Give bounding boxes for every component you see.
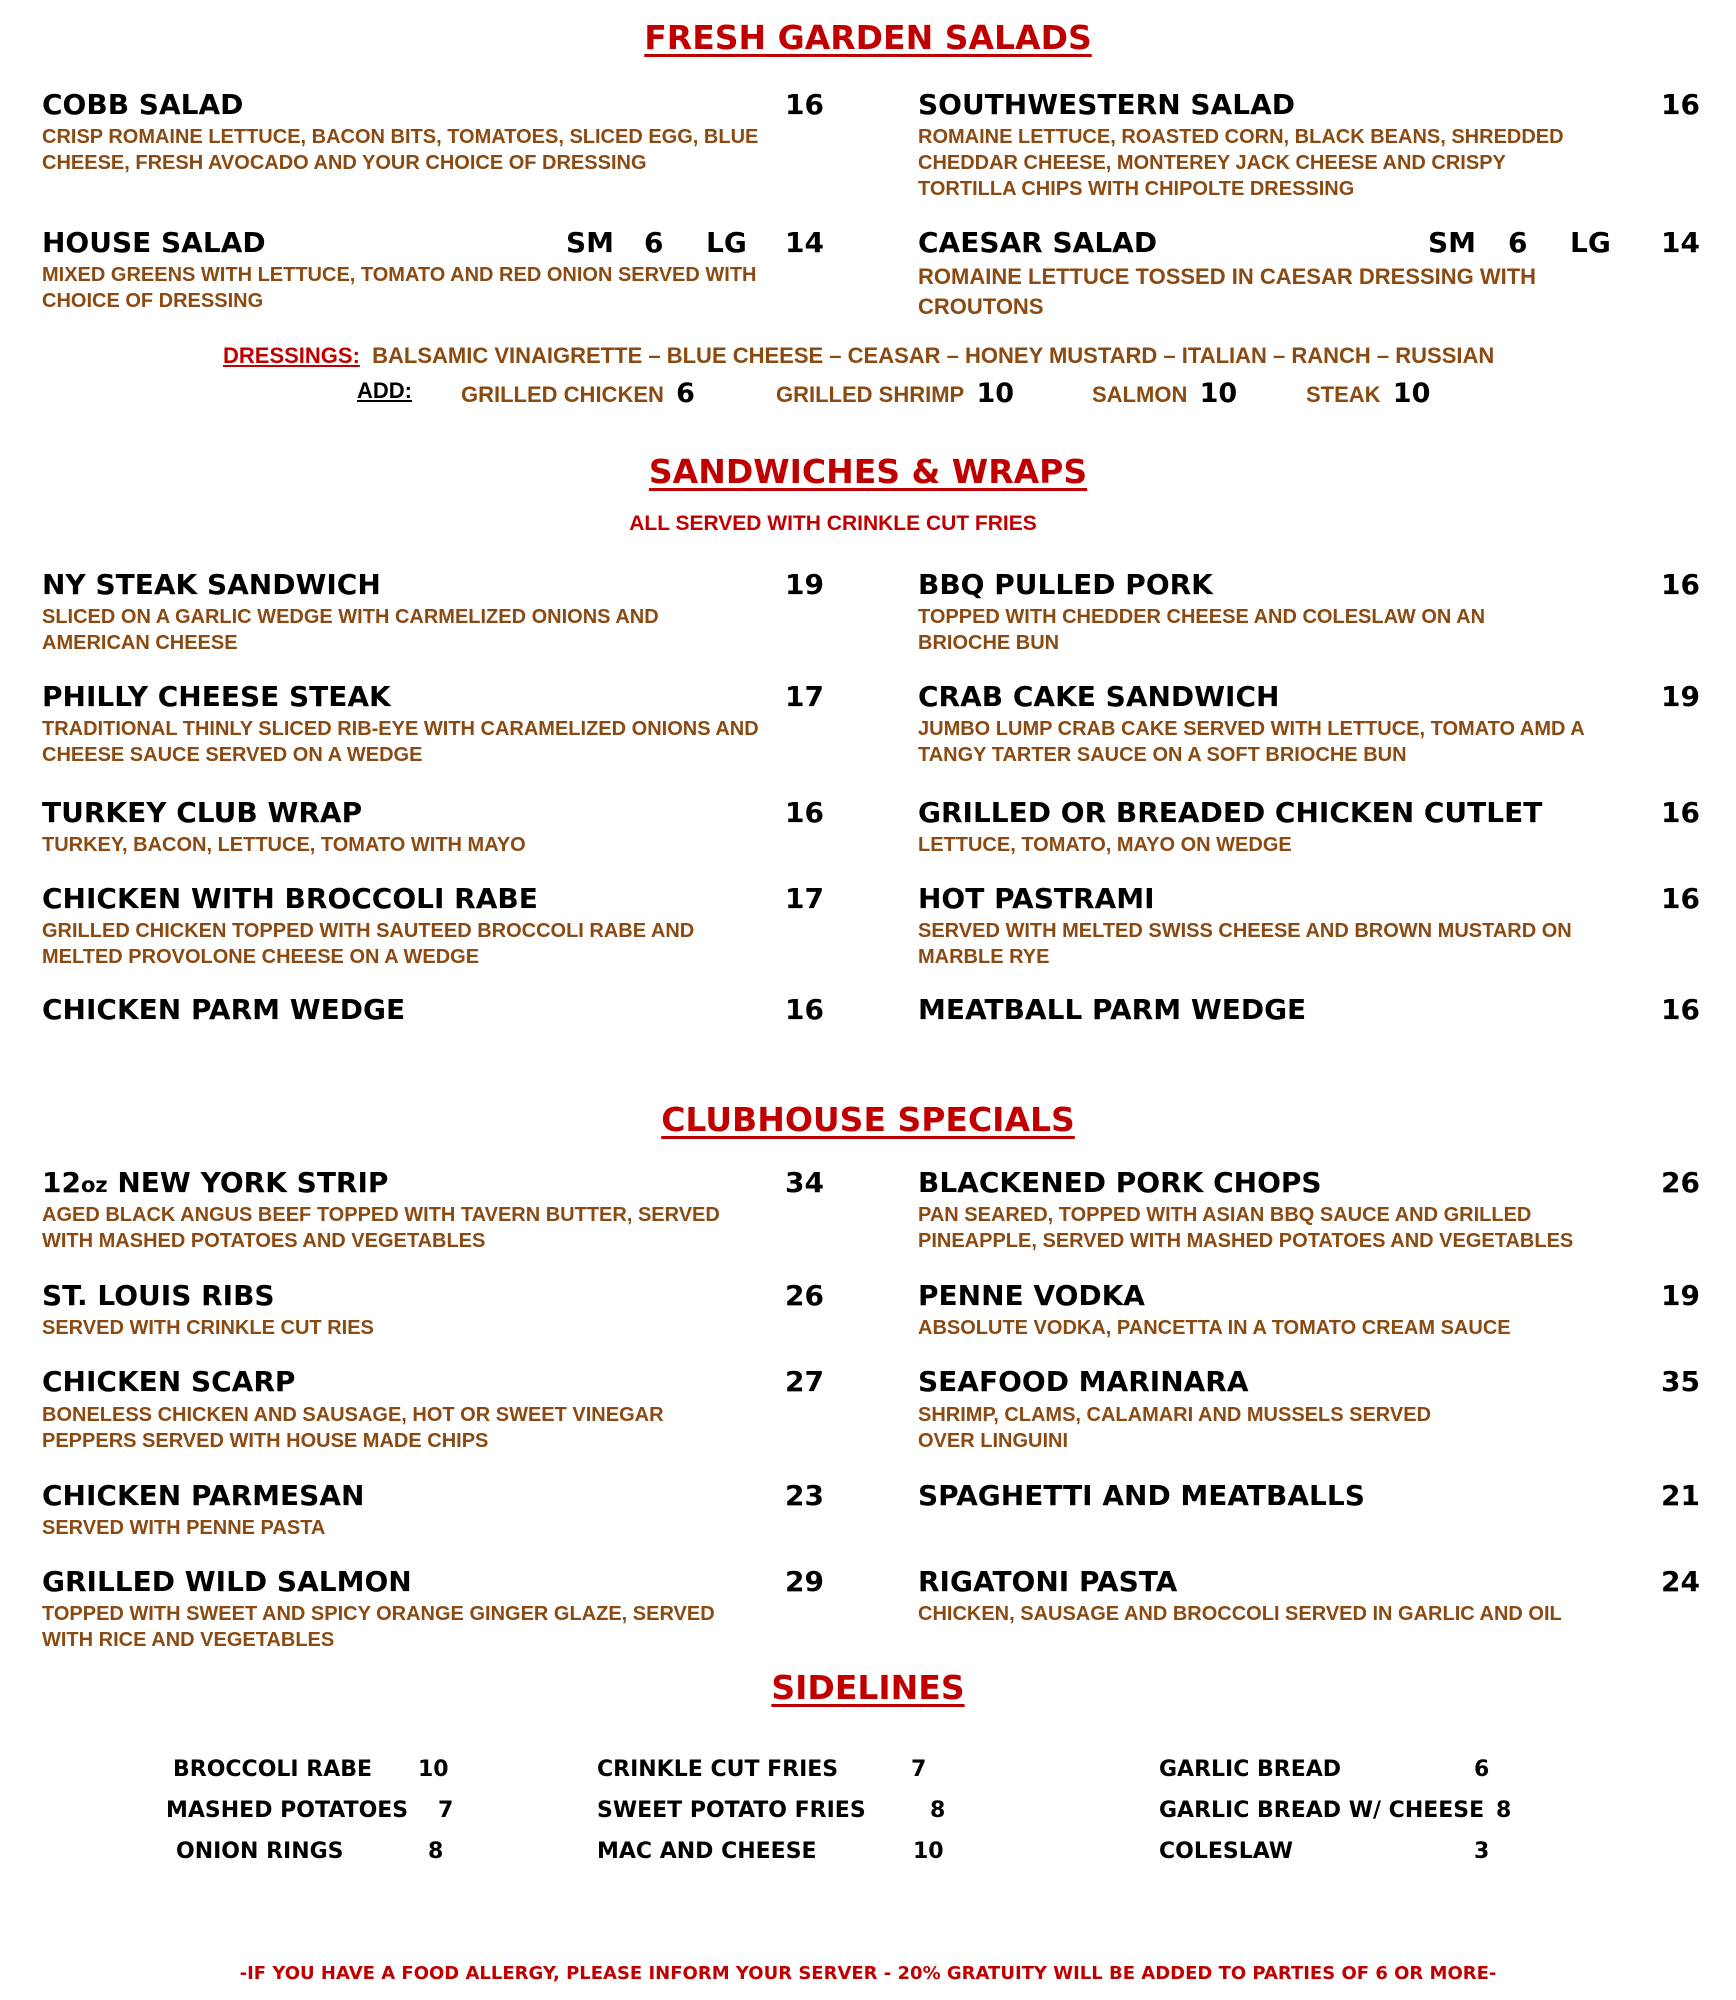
side-item-name: MAC AND CHEESE <box>597 1839 817 1864</box>
menu-item-price: 16 <box>785 993 824 1026</box>
menu-item-desc: TURKEY, BACON, LETTUCE, TOMATO WITH MAYO <box>42 834 526 856</box>
specials-section-title: CLUBHOUSE SPECIALS <box>661 1100 1075 1139</box>
menu-item-price: 23 <box>785 1479 824 1512</box>
allergy-gratuity-notice: -IF YOU HAVE A FOOD ALLERGY, PLEASE INFORM YOUR SERVER - 20% GRATUITY WILL BE ADDED TO PARTIES OF 6 OR MORE- <box>239 1963 1497 1984</box>
menu-item-desc: JUMBO LUMP CRAB CAKE SERVED WITH LETTUCE, TOMATO AMD A TANGY TARTER SAUCE ON A SOFT BRIOCHE BUN <box>918 718 1584 766</box>
side-item-price: 8 <box>428 1839 444 1864</box>
side-item-price: 3 <box>1474 1839 1490 1864</box>
cobb-salad-name: COBB SALAD <box>42 88 244 121</box>
menu-item-price: 16 <box>1661 993 1700 1026</box>
menu-item-name: BLACKENED PORK CHOPS <box>918 1166 1322 1199</box>
menu-item-desc: CHICKEN, SAUSAGE AND BROCCOLI SERVED IN GARLIC AND OIL <box>918 1603 1562 1625</box>
side-item-price: 8 <box>930 1798 946 1823</box>
side-item-name: COLESLAW <box>1159 1839 1294 1864</box>
menu-item-desc: TOPPED WITH SWEET AND SPICY ORANGE GINGER GLAZE, SERVED WITH RICE AND VEGETABLES <box>42 1603 715 1651</box>
addon-name: GRILLED CHICKEN <box>461 382 664 407</box>
menu-item-name: GRILLED OR BREADED CHICKEN CUTLET <box>918 796 1543 829</box>
addon-price: 10 <box>1392 378 1431 409</box>
menu-item-name: HOT PASTRAMI <box>918 882 1155 915</box>
house-salad-sm-price: 6 <box>644 226 664 259</box>
menu-item-desc: AGED BLACK ANGUS BEEF TOPPED WITH TAVERN BUTTER, SERVED WITH MASHED POTATOES AND VEGETABLES <box>42 1204 720 1252</box>
menu-item-desc: LETTUCE, TOMATO, MAYO ON WEDGE <box>918 834 1292 856</box>
add-label-text: ADD: <box>357 378 412 403</box>
addon-price: 6 <box>676 378 695 409</box>
house-salad-sm-label: SM <box>566 226 615 259</box>
house-salad-lg-label: LG <box>706 226 747 259</box>
menu-item-name: BBQ PULLED PORK <box>918 568 1213 601</box>
addon-name: SALMON <box>1092 382 1188 407</box>
menu-item-desc: TOPPED WITH CHEDDER CHEESE AND COLESLAW ON AN BRIOCHE BUN <box>918 606 1486 654</box>
addon-name: STEAK <box>1306 382 1381 407</box>
menu-item-price: 19 <box>785 568 824 601</box>
menu-item-name: PHILLY CHEESE STEAK <box>42 680 391 713</box>
menu-item-name: CRAB CAKE SANDWICH <box>918 680 1280 713</box>
southwestern-salad-price: 16 <box>1661 88 1700 121</box>
menu-item-desc: ABSOLUTE VODKA, PANCETTA IN A TOMATO CREAM SAUCE <box>918 1317 1511 1339</box>
caesar-salad-name: CAESAR SALAD <box>918 226 1158 259</box>
addon-price: 10 <box>976 378 1015 409</box>
menu-item-desc: SERVED WITH CRINKLE CUT RIES <box>42 1317 374 1339</box>
dressings-list: BALSAMIC VINAIGRETTE – BLUE CHEESE – CEASAR – HONEY MUSTARD – ITALIAN – RANCH – RUSSIAN <box>372 343 1495 368</box>
strip-oz-text: 12oz <box>42 1166 108 1199</box>
dressings-label: DRESSINGS: <box>223 343 360 368</box>
dressings-line <box>223 343 1494 369</box>
menu-item-price: 16 <box>1661 796 1700 829</box>
southwestern-salad-name: SOUTHWESTERN SALAD <box>918 88 1295 121</box>
menu-item-name <box>42 1166 388 1199</box>
southwestern-salad-desc: ROMAINE LETTUCE, ROASTED CORN, BLACK BEANS, SHREDDED CHEDDAR CHEESE, MONTEREY JACK CHEESE AND CRISPY TORTILLA CHIPS WITH CHIPOLTE DRESSING <box>918 126 1564 200</box>
menu-item-name: GRILLED WILD SALMON <box>42 1565 412 1598</box>
sandwiches-section-title: SANDWICHES & WRAPS <box>648 452 1088 491</box>
addon-item <box>461 378 695 409</box>
menu-item-price: 35 <box>1661 1365 1700 1398</box>
house-salad-desc: MIXED GREENS WITH LETTUCE, TOMATO AND RED ONION SERVED WITH CHOICE OF DRESSING <box>42 264 757 312</box>
side-item-price: 10 <box>418 1757 449 1782</box>
menu-item-price: 21 <box>1661 1479 1700 1512</box>
addon-item <box>776 378 1014 409</box>
menu-item-name: ST. LOUIS RIBS <box>42 1279 275 1312</box>
menu-item-desc: SERVED WITH MELTED SWISS CHEESE AND BROWN MUSTARD ON MARBLE RYE <box>918 920 1572 968</box>
side-item-name: CRINKLE CUT FRIES <box>597 1757 839 1782</box>
menu-item-name: NY STEAK SANDWICH <box>42 568 381 601</box>
addon-price: 10 <box>1199 378 1238 409</box>
sidelines-section-title: SIDELINES <box>771 1668 965 1707</box>
menu-item-name: RIGATONI PASTA <box>918 1565 1178 1598</box>
menu-item-desc: SERVED WITH PENNE PASTA <box>42 1517 326 1539</box>
side-item-price: 6 <box>1474 1757 1490 1782</box>
side-item-price: 7 <box>911 1757 927 1782</box>
side-item-name: MASHED POTATOES <box>166 1798 409 1823</box>
menu-item-price: 19 <box>1661 680 1700 713</box>
menu-item-name: CHICKEN WITH BROCCOLI RABE <box>42 882 538 915</box>
caesar-salad-sm-price: 6 <box>1508 226 1528 259</box>
menu-item-desc: GRILLED CHICKEN TOPPED WITH SAUTEED BROCCOLI RABE AND MELTED PROVOLONE CHEESE ON A WEDGE <box>42 920 695 968</box>
sandwiches-note: ALL SERVED WITH CRINKLE CUT FRIES <box>629 512 1037 535</box>
side-item-price: 7 <box>438 1798 454 1823</box>
menu-item-name: CHICKEN SCARP <box>42 1365 296 1398</box>
menu-item-name: MEATBALL PARM WEDGE <box>918 993 1307 1026</box>
menu-item-name: SPAGHETTI AND MEATBALLS <box>918 1479 1365 1512</box>
caesar-salad-desc: ROMAINE LETTUCE TOSSED IN CAESAR DRESSING WITH CROUTONS <box>918 264 1537 319</box>
salads-section-title: FRESH GARDEN SALADS <box>644 18 1092 57</box>
menu-item-desc: BONELESS CHICKEN AND SAUSAGE, HOT OR SWEET VINEGAR PEPPERS SERVED WITH HOUSE MADE CHIPS <box>42 1404 664 1452</box>
menu-item-price: 19 <box>1661 1279 1700 1312</box>
menu-item-price: 24 <box>1661 1565 1700 1598</box>
house-salad-name: HOUSE SALAD <box>42 226 266 259</box>
menu-item-price: 17 <box>785 680 824 713</box>
strip-name-text: NEW YORK STRIP <box>117 1166 389 1199</box>
menu-item-name: CHICKEN PARM WEDGE <box>42 993 406 1026</box>
menu-item-desc: PAN SEARED, TOPPED WITH ASIAN BBQ SAUCE AND GRILLED PINEAPPLE, SERVED WITH MASHED POTATOES AND VEGETABLES <box>918 1204 1574 1252</box>
cobb-salad-price: 16 <box>785 88 824 121</box>
menu-item-desc: TRADITIONAL THINLY SLICED RIB-EYE WITH CARAMELIZED ONIONS AND CHEESE SAUCE SERVED ON A WEDGE <box>42 718 759 766</box>
menu-item-price: 17 <box>785 882 824 915</box>
menu-item-price: 16 <box>785 796 824 829</box>
addon-item <box>1306 378 1430 409</box>
menu-item-desc: SLICED ON A GARLIC WEDGE WITH CARMELIZED ONIONS AND AMERICAN CHEESE <box>42 606 659 654</box>
menu-item-name: TURKEY CLUB WRAP <box>42 796 363 829</box>
menu-item-price: 16 <box>1661 882 1700 915</box>
menu-item-desc: SHRIMP, CLAMS, CALAMARI AND MUSSELS SERVED OVER LINGUINI <box>918 1404 1432 1452</box>
menu-item-price: 34 <box>785 1166 824 1199</box>
add-label <box>357 378 412 404</box>
side-item-name: GARLIC BREAD <box>1159 1757 1342 1782</box>
addon-item <box>1092 378 1237 409</box>
side-item-price: 8 <box>1496 1798 1512 1823</box>
addon-name: GRILLED SHRIMP <box>776 382 965 407</box>
caesar-salad-sm-label: SM <box>1428 226 1477 259</box>
cobb-salad-desc: CRISP ROMAINE LETTUCE, BACON BITS, TOMATOES, SLICED EGG, BLUE CHEESE, FRESH AVOCADO AND YOUR CHOICE OF DRESSING <box>42 126 759 174</box>
side-item-name: GARLIC BREAD W/ CHEESE <box>1159 1798 1485 1823</box>
caesar-salad-lg-label: LG <box>1570 226 1611 259</box>
side-item-name: ONION RINGS <box>176 1839 344 1864</box>
menu-item-price: 29 <box>785 1565 824 1598</box>
side-item-price: 10 <box>913 1839 944 1864</box>
caesar-salad-lg-price: 14 <box>1661 226 1700 259</box>
menu-item-price: 26 <box>785 1279 824 1312</box>
menu-item-name: CHICKEN PARMESAN <box>42 1479 365 1512</box>
menu-item-price: 27 <box>785 1365 824 1398</box>
menu-item-price: 16 <box>1661 568 1700 601</box>
menu-item-name: PENNE VODKA <box>918 1279 1145 1312</box>
house-salad-lg-price: 14 <box>785 226 824 259</box>
side-item-name: BROCCOLI RABE <box>173 1757 373 1782</box>
side-item-name: SWEET POTATO FRIES <box>597 1798 866 1823</box>
menu-item-price: 26 <box>1661 1166 1700 1199</box>
menu-item-name: SEAFOOD MARINARA <box>918 1365 1249 1398</box>
